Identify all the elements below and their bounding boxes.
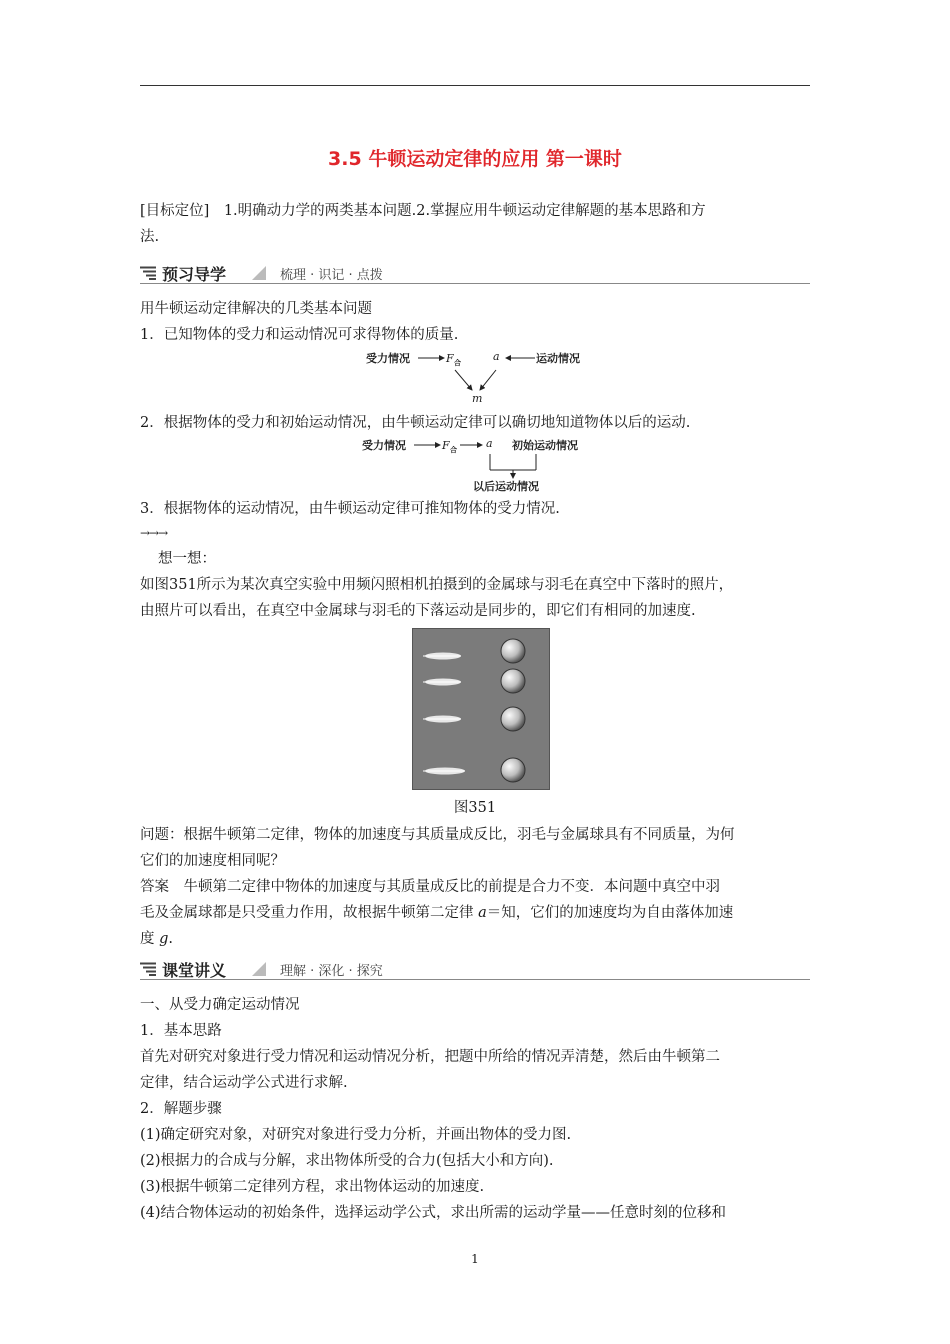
item-1: 1．已知物体的受力和运动情况可求得物体的质量. [140, 327, 459, 343]
diagram2-f: F [442, 439, 450, 452]
answer-text: 毛及金属球都是只受重力作用，故根据牛顿第二定律 [140, 905, 479, 921]
answer-line-1: 答案 牛顿第二定律中物体的加速度与其质量成反比的前提是合力不变．本问题中真空中羽 [140, 879, 720, 895]
basic-paragraph-1: 首先对研究对象进行受力情况和运动情况分析，把题中所给的情况弄清楚，然后由牛顿第二 [140, 1049, 720, 1065]
goal-text: [目标定位] 1.明确动力学的两类基本问题.2.掌握应用牛顿运动定律解题的基本思路和方 [140, 203, 706, 219]
triangle-hatch-icon [252, 962, 266, 976]
diagram2-force-label: 受力情况 [362, 439, 406, 452]
diagram2-result-label: 以后运动情况 [473, 480, 539, 493]
answer-var-a: a [478, 905, 487, 921]
answer-line-3 [140, 926, 812, 952]
question-line-1: 问题：根据牛顿第二定律，物体的加速度与其质量成反比，羽毛与金属球具有不同质量，为何 [140, 827, 735, 843]
diagram1-a: a [493, 350, 500, 363]
item-2: 2．根据物体的受力和初始运动情况，由牛顿运动定律可以确切地知道物体以后的运动. [140, 415, 691, 431]
section-label: 预习导学 [162, 265, 227, 284]
basic-heading: 1．基本思路 [140, 1023, 222, 1039]
feather-ball-photo [413, 629, 549, 789]
step-3: (3)根据牛顿第二定律列方程，求出物体运动的加速度. [140, 1179, 485, 1195]
intro-text: 用牛顿运动定律解决的几类基本问题 [140, 301, 372, 317]
answer-text-end: 度 [140, 931, 160, 947]
section-sub: 梳理 · 识记 · 点拨 [280, 268, 383, 283]
stripes-icon [140, 962, 156, 976]
diagram-motion [356, 434, 606, 494]
diagram1-m: m [472, 392, 483, 404]
answer-period: . [168, 931, 174, 947]
strobe-photo-figure [412, 628, 550, 790]
think-paragraph-2: 由照片可以看出，在真空中金属球与羽毛的下落运动是同步的，即它们有相同的加速度. [140, 603, 696, 619]
header-rule [140, 85, 810, 86]
think-paragraph-1: 如图351所示为某次真空实验中用频闪照相机拍摄到的金属球与羽毛在真空中下落时的照片， [140, 577, 734, 593]
question-line-2: 它们的加速度相同呢？ [140, 853, 285, 869]
think-label: 想一想： [158, 551, 216, 567]
diagram2-f-sub: 合 [450, 446, 457, 454]
feather-4 [423, 768, 465, 775]
section-header-preview [140, 262, 810, 284]
step-1: (1)确定研究对象，对研究对象进行受力分析，并画出物体的受力图. [140, 1127, 572, 1143]
part-1-heading: 一、从受力确定运动情况 [140, 997, 300, 1013]
section-rule [140, 283, 810, 284]
basic-paragraph-2: 定律，结合运动学公式进行求解. [140, 1075, 348, 1091]
page-title: 3.5 牛顿运动定律的应用 第一课时 [328, 148, 622, 170]
feather-3 [423, 716, 461, 723]
step-4: (4)结合物体运动的初始条件，选择运动学公式，求出所需的运动学量——任意时刻的位移和 [140, 1205, 727, 1221]
diagram-mass [360, 348, 600, 404]
figure-caption: 图351 [453, 800, 497, 816]
page-number: 1 [471, 1252, 479, 1266]
diagram1-force-label: 受力情况 [366, 352, 410, 365]
stripes-icon [140, 266, 156, 280]
diagram1-f: F [446, 352, 454, 365]
answer-line-2 [140, 900, 812, 926]
steps-heading: 2．解题步骤 [140, 1101, 222, 1117]
feather-1 [423, 653, 461, 660]
section-rule [140, 979, 810, 980]
section-sub: 理解 · 深化 · 探究 [280, 964, 383, 979]
feather-2 [423, 679, 461, 686]
triangle-hatch-icon [252, 266, 266, 280]
step-2: (2)根据力的合成与分解，求出物体所受的合力(包括大小和方向). [140, 1153, 554, 1169]
diagram2-initial-label: 初始运动情况 [512, 439, 578, 452]
answer-text-cont: ＝知，它们的加速度均为自由落体加速 [486, 905, 734, 921]
arrows: →→→ [140, 526, 168, 540]
goal-text-cont: 法. [140, 229, 160, 245]
diagram1-motion-label: 运动情况 [536, 352, 580, 365]
diagram1-f-sub: 合 [454, 359, 461, 367]
section-header-lecture [140, 958, 810, 980]
section-label: 课堂讲义 [162, 961, 227, 980]
diagram2-a: a [486, 437, 493, 450]
item-3: 3．根据物体的运动情况，由牛顿运动定律可推知物体的受力情况. [140, 501, 560, 517]
answer-var-g: g [159, 931, 169, 947]
